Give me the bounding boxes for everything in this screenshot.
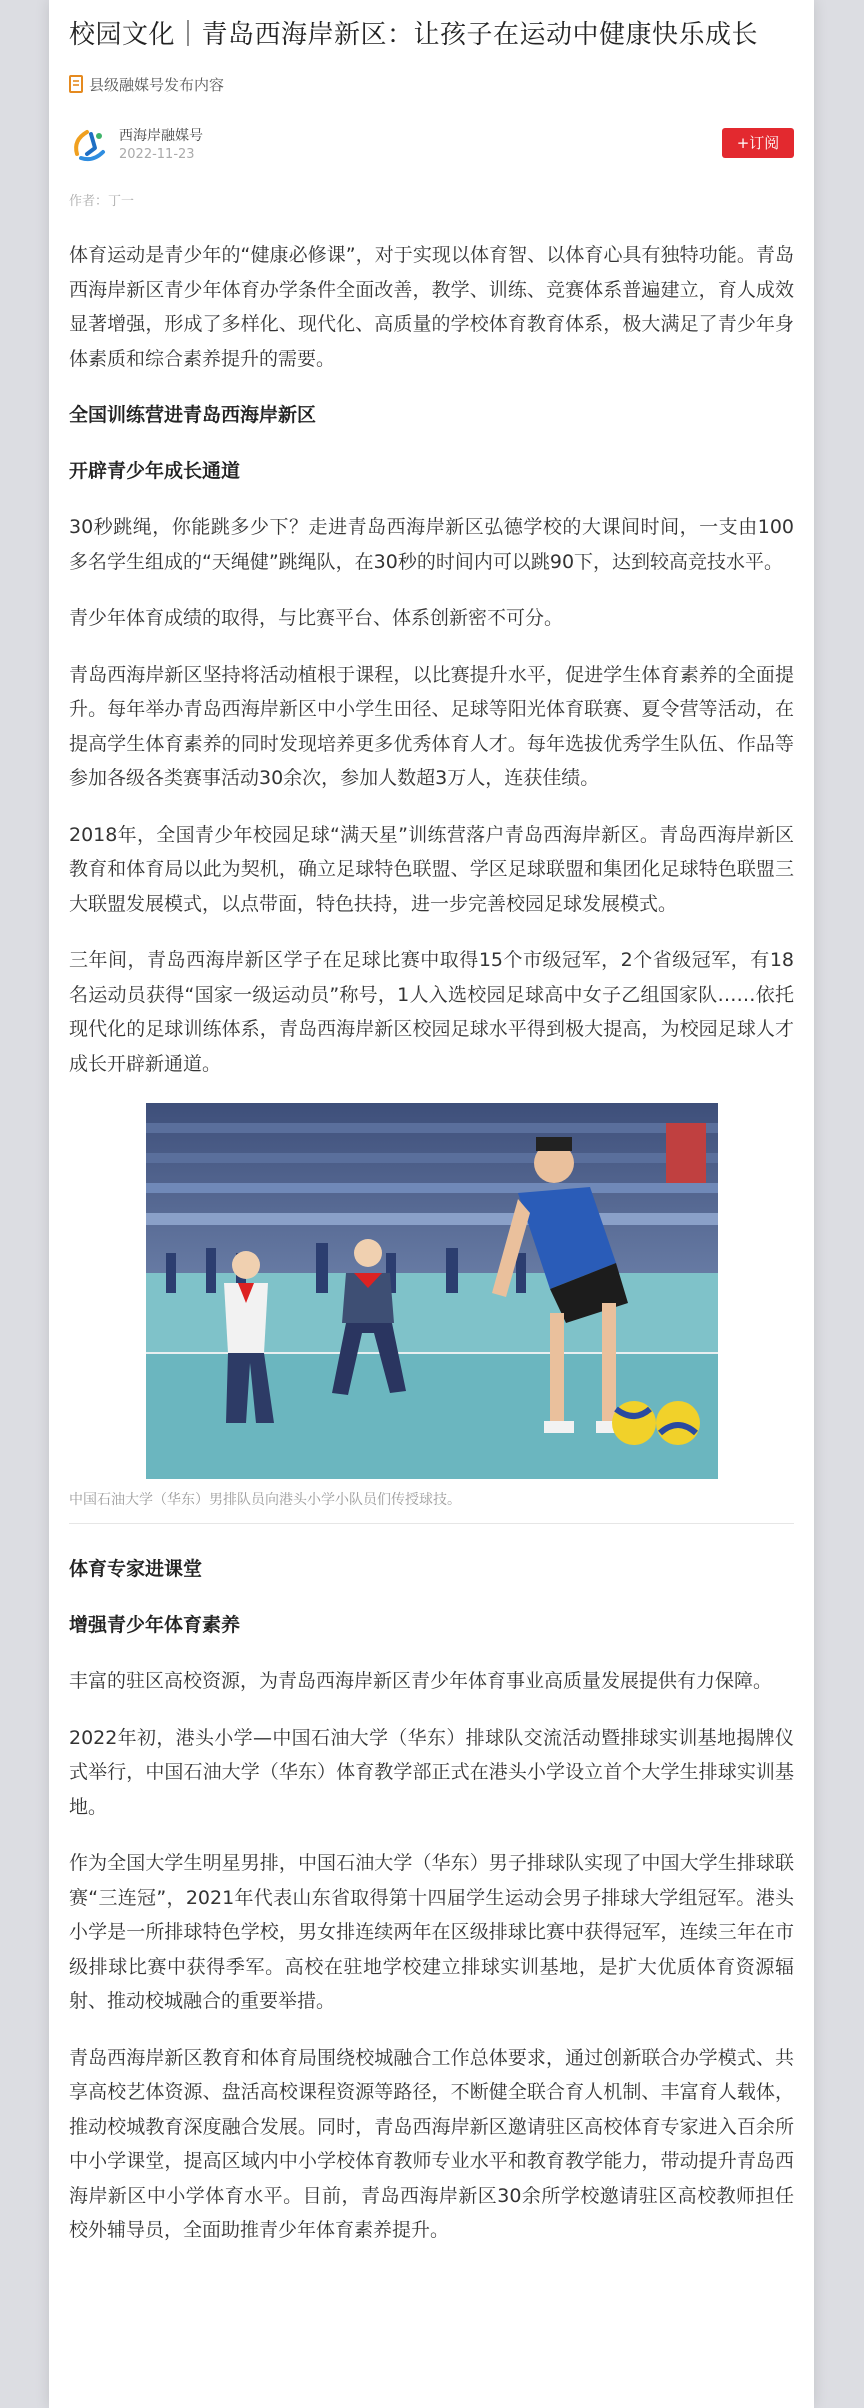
author-name[interactable]: 西海岸融媒号: [119, 128, 203, 144]
article-page: [49, 0, 814, 2408]
paragraph: 体育运动是青少年的“健康必修课”，对于实现以体育智、以体育心具有独特功能。青岛西海岸新区青少年体育办学条件全面改善，教学、训练、竞赛体系普遍建立，育人成效显著增强，形成了多样化、现代化、高质量的学校体育教育体系，极大满足了青少年身体素质和综合素养提升的需要。: [69, 244, 794, 370]
paragraph: 青少年体育成绩的取得，与比赛平台、体系创新密不可分。: [69, 607, 564, 629]
paragraph: 青岛西海岸新区教育和体育局围绕校城融合工作总体要求，通过创新联合办学模式、共享高校艺体资源、盘活高校课程资源等路径，不断健全联合育人机制、丰富育人载体，推动校城教育深度融合发展。同时，青岛西海岸新区邀请驻区高校体育专家进入百余所中小学课堂，提高区域内中小学校体育教师专业水平和教育教学能力，带动提升青岛西海岸新区中小学体育水平。目前，青岛西海岸新区30余所学校邀请驻区高校教师担任校外辅导员，全面助推青少年体育素养提升。: [69, 2046, 794, 2241]
figure-caption: 中国石油大学（华东）男排队员向港头小学小队员们传授球技。: [69, 1492, 461, 1508]
divider: [69, 1523, 794, 1524]
section-heading: 体育专家进课堂: [69, 1558, 203, 1580]
publish-date: 2022-11-23: [119, 147, 195, 162]
source-label: 县级融媒号发布内容: [89, 75, 225, 94]
source-row: [69, 70, 794, 98]
section-heading: 全国训练营进青岛西海岸新区: [69, 404, 317, 426]
article-title: 校园文化｜青岛西海岸新区：让孩子在运动中健康快乐成长: [69, 20, 759, 50]
paragraph: 青岛西海岸新区坚持将活动植根于课程，以比赛提升水平，促进学生体育素养的全面提升。每年举办青岛西海岸新区中小学生田径、足球等阳光体育联赛、夏令营等活动，在提高学生体育素养的同时发现培养更多优秀体育人才。每年选拔优秀学生队伍、作品等参加各级各类赛事活动30余次，参加人数超3万人，连获佳绩。: [69, 663, 794, 789]
author-row: [69, 120, 794, 170]
section-subheading: 增强青少年体育素养: [69, 1614, 241, 1636]
volleyball-training-photo: [146, 1103, 718, 1479]
paragraph: 丰富的驻区高校资源，为青岛西海岸新区青少年体育事业高质量发展提供有力保障。: [69, 1670, 773, 1692]
section-subheading: 开辟青少年成长通道: [69, 460, 241, 482]
article-figure: [69, 1103, 794, 1511]
paragraph: 作为全国大学生明星男排，中国石油大学（华东）男子排球队实现了中国大学生排球联赛“三连冠”，2021年代表山东省取得第十四届学生运动会男子排球大学组冠军。港头小学是一所排球特色学校，男女排连续两年在区级排球比赛中获得冠军，连续三年在市级排球比赛中获得季军。高校在驻地学校建立排球实训基地，是扩大优质体育资源辐射、推动校城融合的重要举措。: [69, 1852, 794, 2012]
subscribe-button[interactable]: +订阅: [722, 128, 794, 158]
paragraph: 三年间，青岛西海岸新区学子在足球比赛中取得15个市级冠军，2个省级冠军，有18名运动员获得“国家一级运动员”称号，1人入选校园足球高中女子乙组国家队……依托现代化的足球训练体系，青岛西海岸新区校园足球水平得到极大提高，为校园足球人才成长开辟新通道。: [69, 949, 794, 1075]
byline: 作者：丁一: [69, 194, 135, 209]
author-meta: [119, 126, 203, 164]
avatar[interactable]: [69, 124, 111, 166]
paragraph: 30秒跳绳，你能跳多少下？走进青岛西海岸新区弘德学校的大课间时间，一支由100多名学生组成的“天绳健”跳绳队，在30秒的时间内可以跳90下，达到较高竞技水平。: [69, 516, 794, 573]
bookmark-icon: [69, 75, 83, 93]
article-content: [69, 238, 794, 2248]
paragraph: 2022年初，港头小学—中国石油大学（华东）排球队交流活动暨排球实训基地揭牌仪式举行，中国石油大学（华东）体育教学部正式在港头小学设立首个大学生排球实训基地。: [69, 1726, 794, 1818]
paragraph: 2018年，全国青少年校园足球“满天星”训练营落户青岛西海岸新区。青岛西海岸新区教育和体育局以此为契机，确立足球特色联盟、学区足球联盟和集团化足球特色联盟三大联盟发展模式，以点带面，特色扶持，进一步完善校园足球发展模式。: [69, 823, 794, 915]
